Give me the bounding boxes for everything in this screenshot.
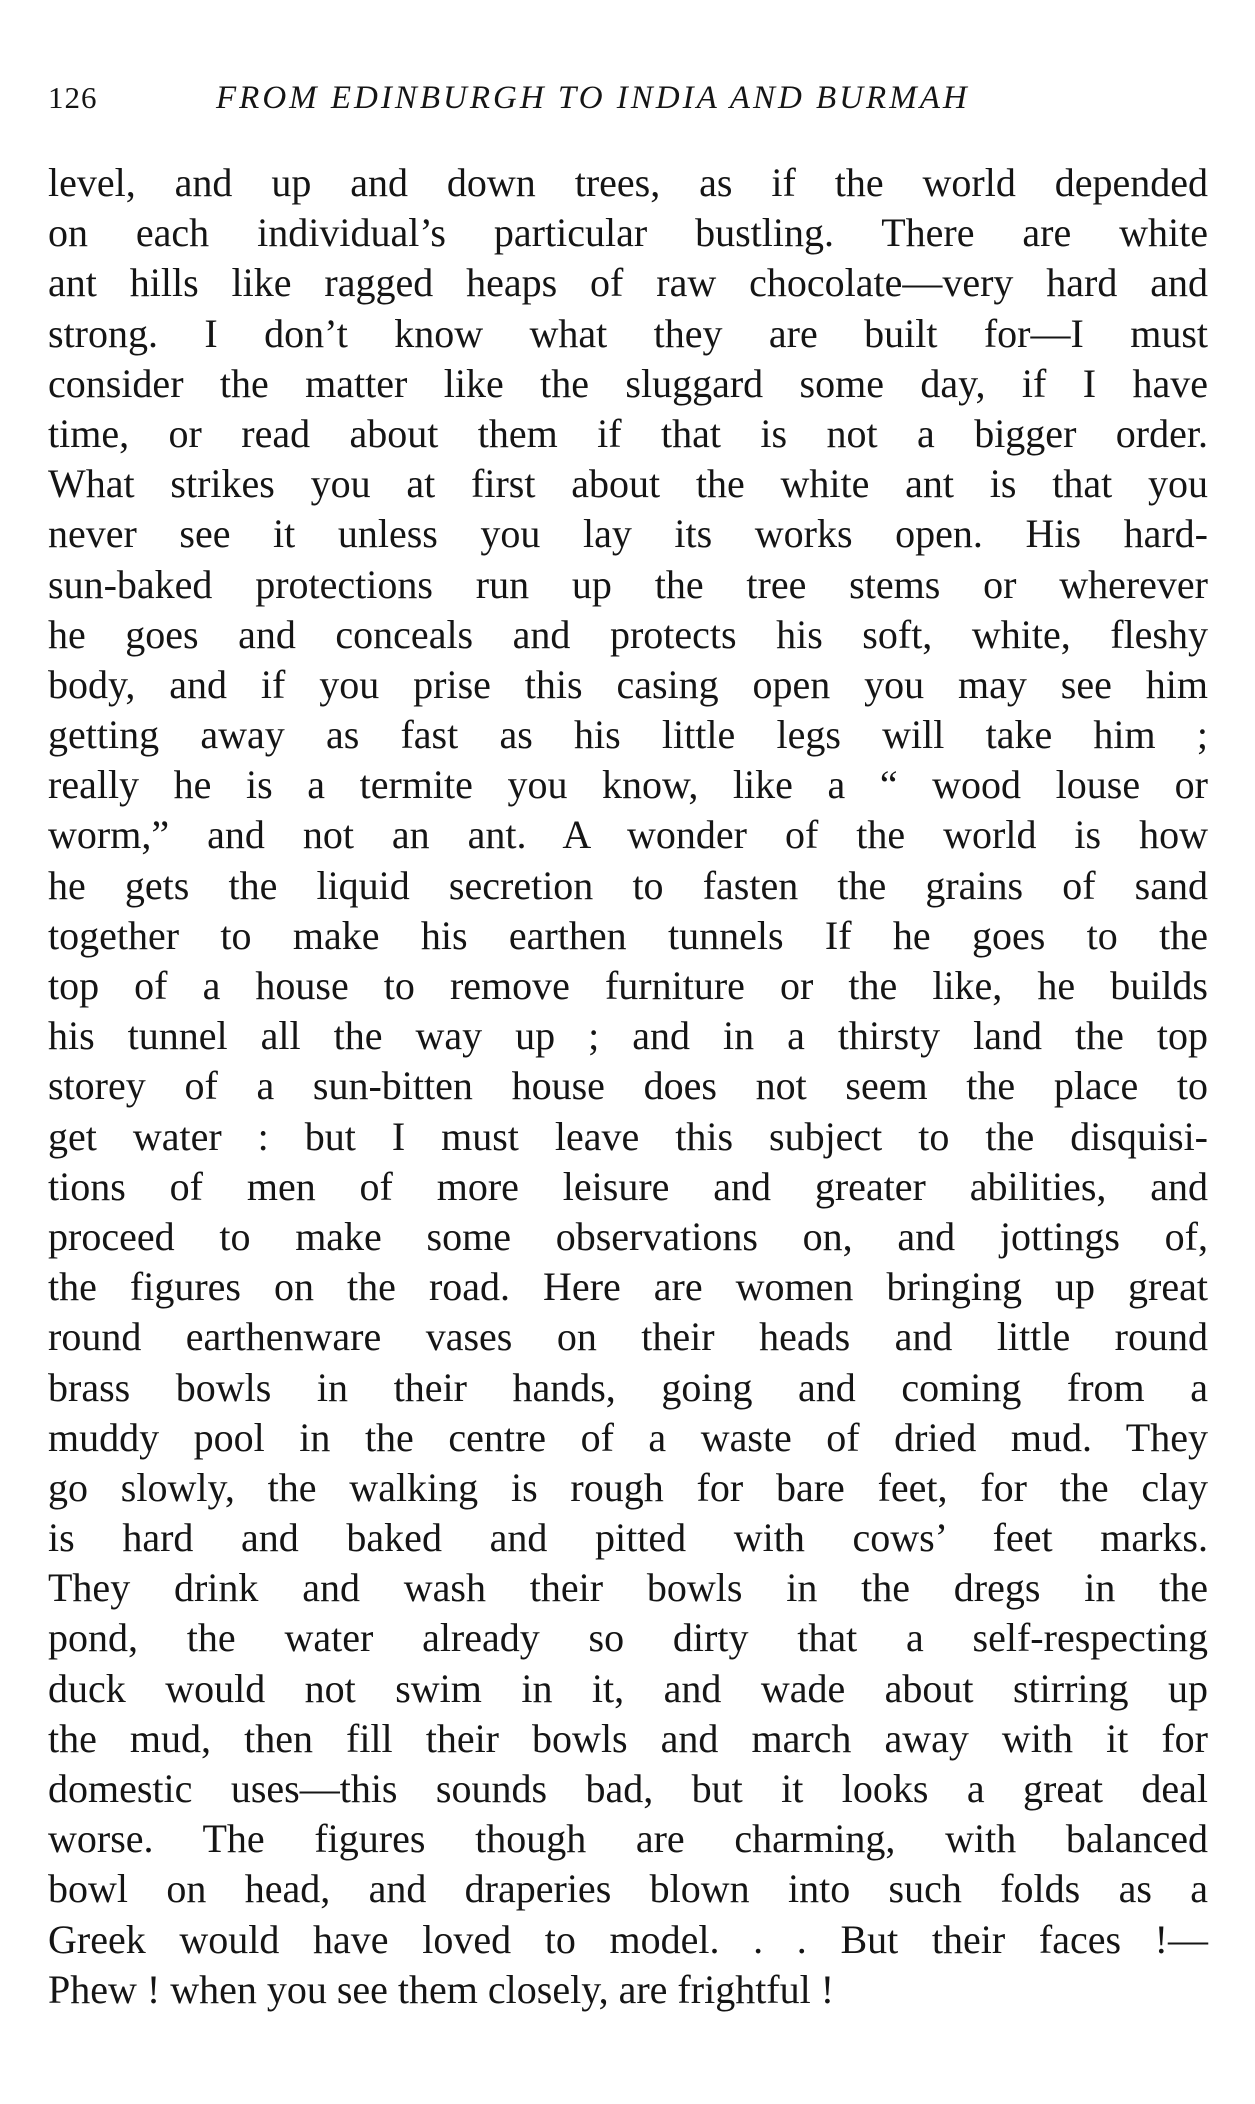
page-header xyxy=(48,80,1208,130)
text-line: his tunnel all the way up ; and in a thirsty land the top xyxy=(48,1013,1208,1059)
text-line: storey of a sun-bitten house does not seem the place to xyxy=(48,1063,1208,1109)
text-line: he gets the liquid secretion to fasten the grains of sand xyxy=(48,862,1208,908)
text-line: together to make his earthen tunnels If he goes to the xyxy=(48,912,1208,958)
text-line: brass bowls in their hands, going and coming from a xyxy=(48,1364,1208,1410)
text-line: ant hills like ragged heaps of raw chocolate—very hard and xyxy=(48,260,1208,306)
text-line: What strikes you at first about the white ant is that you xyxy=(48,461,1208,507)
text-line: tions of men of more leisure and greater abilities, and xyxy=(48,1163,1208,1209)
text-line: They drink and wash their bowls in the dregs in the xyxy=(48,1565,1208,1611)
text-line: proceed to make some observations on, and jottings of, xyxy=(48,1213,1208,1259)
text-line: on each individual’s particular bustling. There are white xyxy=(48,210,1208,256)
text-line: really he is a termite you know, like a “ wood louse or xyxy=(48,762,1208,808)
text-line: bowl on head, and draperies blown into such folds as a xyxy=(48,1866,1208,1912)
text-line: domestic uses—this sounds bad, but it looks a great deal xyxy=(48,1766,1208,1811)
text-line: body, and if you prise this casing open you may see him xyxy=(48,661,1208,707)
body-text xyxy=(48,158,1208,2015)
text-line: top of a house to remove furniture or the like, he builds xyxy=(48,963,1208,1008)
text-line: Greek would have loved to model. . . But their faces !— xyxy=(48,1916,1208,1962)
page-number: 126 xyxy=(48,80,98,115)
text-line: level, and up and down trees, as if the world depended xyxy=(48,160,1208,205)
text-line: is hard and baked and pitted with cows’ feet marks. xyxy=(48,1515,1208,1561)
text-line: worse. The figures though are charming, with balanced xyxy=(48,1816,1208,1862)
text-line: the figures on the road. Here are women bringing up great xyxy=(48,1264,1208,1310)
text-line: time, or read about them if that is not a bigger order. xyxy=(48,410,1208,456)
text-line: the mud, then fill their bowls and march away with it for xyxy=(48,1715,1208,1761)
text-line: get water : but I must leave this subject to the disquisi- xyxy=(48,1113,1208,1159)
running-title: FROM EDINBURGH TO INDIA AND BURMAH xyxy=(216,80,970,116)
text-line: go slowly, the walking is rough for bare feet, for the clay xyxy=(48,1464,1208,1510)
text-line: Phew ! when you see them closely, are frightful ! xyxy=(48,1966,835,2012)
text-line: worm,” and not an ant. A wonder of the world is how xyxy=(48,812,1208,858)
text-line: sun-baked protections run up the tree stems or wherever xyxy=(48,561,1208,607)
text-line: consider the matter like the sluggard some day, if I have xyxy=(48,360,1208,406)
text-line: never see it unless you lay its works open. His hard- xyxy=(48,511,1208,557)
text-line: muddy pool in the centre of a waste of dried mud. They xyxy=(48,1414,1208,1460)
text-line: duck would not swim in it, and wade about stirring up xyxy=(48,1665,1208,1711)
text-line: strong. I don’t know what they are built for—I must xyxy=(48,310,1208,356)
text-line: he goes and conceals and protects his soft, white, fleshy xyxy=(48,611,1208,657)
text-line: getting away as fast as his little legs will take him ; xyxy=(48,712,1208,758)
text-line: pond, the water already so dirty that a self-respecting xyxy=(48,1615,1208,1661)
text-line: round earthenware vases on their heads and little round xyxy=(48,1314,1208,1360)
